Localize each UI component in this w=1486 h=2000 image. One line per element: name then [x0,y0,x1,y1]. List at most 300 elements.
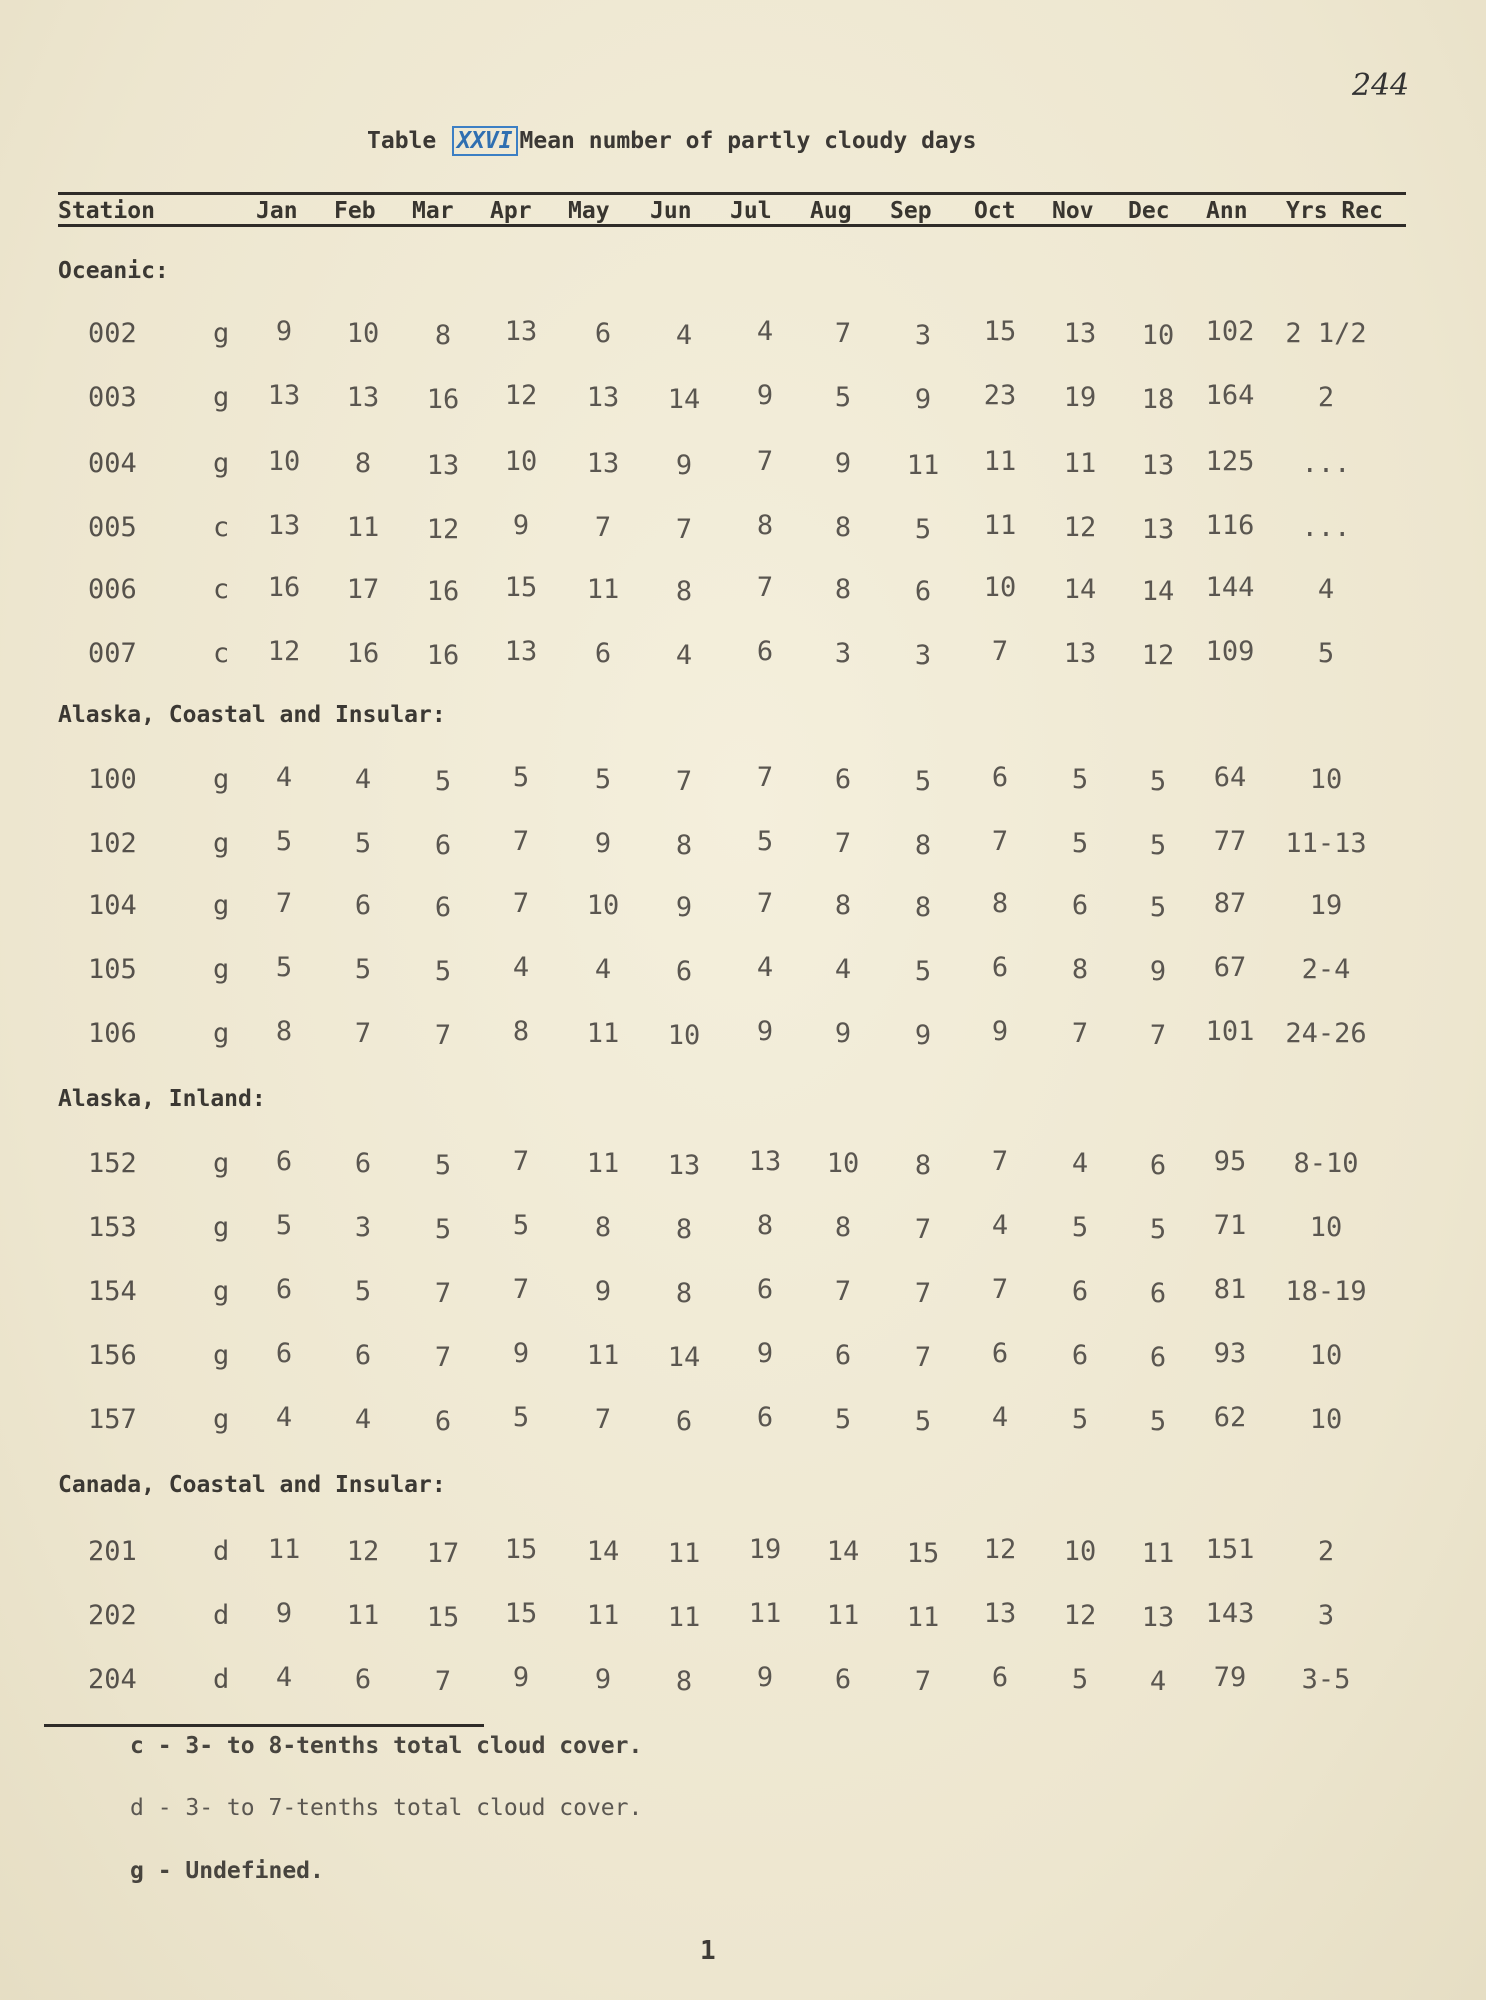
section-label: Alaska, Coastal and Insular: [58,702,446,728]
month-value: 10 [1141,320,1175,351]
month-value: 5 [1071,1212,1089,1243]
station-id: 106 [88,1018,137,1049]
years-of-record: ... [1301,448,1351,479]
month-value: 23 [983,380,1017,411]
month-value: 6 [434,830,452,861]
month-value: 4 [675,640,693,671]
section-label: Oceanic: [58,258,169,284]
month-value: 6 [354,1340,372,1371]
column-header-mar: Mar [412,198,454,224]
month-value: 9 [991,1016,1009,1047]
years-of-record: 19 [1309,890,1343,921]
years-of-record: 10 [1309,764,1343,795]
month-value: 10 [826,1148,860,1179]
station-id: 100 [88,764,137,795]
month-value: 8 [834,512,852,543]
column-header-jul: Jul [730,198,772,224]
month-value: 3 [834,638,852,669]
month-value: 14 [586,1536,620,1567]
month-value: 10 [267,446,301,477]
month-value: 5 [834,1404,852,1435]
header-bottom-rule [58,224,1406,227]
annual-value: 95 [1213,1146,1247,1177]
month-value: 16 [426,576,460,607]
table-title [367,128,976,154]
month-value: 10 [504,446,538,477]
month-value: 13 [1141,1602,1175,1633]
station-id: 102 [88,828,137,859]
month-value: 7 [991,826,1009,857]
month-value: 9 [275,316,293,347]
month-value: 8 [434,320,452,351]
station-id: 005 [88,512,137,543]
month-value: 5 [914,1406,932,1437]
month-value: 5 [434,956,452,987]
month-value: 7 [512,888,530,919]
month-value: 15 [504,1534,538,1565]
handwritten-page-number: 244 [1352,68,1410,103]
month-value: 15 [983,316,1017,347]
month-value: 12 [346,1536,380,1567]
month-value: 5 [275,952,293,983]
cloud-code: g [213,954,230,985]
month-value: 6 [354,1148,372,1179]
month-value: 7 [756,762,774,793]
month-value: 10 [586,890,620,921]
years-of-record: 18-19 [1285,1276,1367,1307]
month-value: 8 [914,892,932,923]
month-value: 9 [1149,956,1167,987]
annual-value: 79 [1213,1662,1247,1693]
month-value: 7 [914,1342,932,1373]
annual-value: 62 [1213,1402,1247,1433]
month-value: 9 [756,1016,774,1047]
month-value: 5 [1071,828,1089,859]
month-value: 5 [434,1214,452,1245]
month-value: 6 [1071,890,1089,921]
month-value: 5 [354,1276,372,1307]
month-value: 10 [983,572,1017,603]
month-value: 9 [594,1276,612,1307]
footnote-rule [44,1724,484,1727]
years-of-record: 24-26 [1285,1018,1367,1049]
month-value: 4 [991,1210,1009,1241]
month-value: 11 [983,446,1017,477]
month-value: 7 [914,1666,932,1697]
years-of-record: 3 [1317,1600,1335,1631]
month-value: 12 [504,380,538,411]
month-value: 13 [586,448,620,479]
month-value: 6 [275,1274,293,1305]
month-value: 9 [275,1598,293,1629]
month-value: 5 [354,954,372,985]
month-value: 8 [675,1666,693,1697]
month-value: 11 [906,450,940,481]
station-id: 154 [88,1276,137,1307]
station-id: 156 [88,1340,137,1371]
station-id: 157 [88,1404,137,1435]
month-value: 6 [275,1146,293,1177]
table-roman-numeral: XXVI [452,126,517,156]
footnote-g: g - Undefined. [130,1858,324,1884]
annual-value: 93 [1213,1338,1247,1369]
month-value: 13 [586,382,620,413]
month-value: 6 [991,952,1009,983]
month-value: 4 [275,1662,293,1693]
month-value: 6 [991,762,1009,793]
month-value: 6 [675,1406,693,1437]
month-value: 6 [594,318,612,349]
years-of-record: 2-4 [1301,954,1351,985]
month-value: 11 [586,1148,620,1179]
month-value: 5 [914,514,932,545]
month-value: 5 [1149,1214,1167,1245]
month-value: 4 [354,764,372,795]
month-value: 5 [275,826,293,857]
month-value: 5 [1149,830,1167,861]
month-value: 15 [906,1538,940,1569]
month-value: 19 [1063,382,1097,413]
month-value: 11 [586,1600,620,1631]
month-value: 11 [667,1538,701,1569]
month-value: 9 [594,1664,612,1695]
month-value: 7 [434,1666,452,1697]
month-value: 4 [354,1404,372,1435]
cloud-code: d [213,1664,230,1695]
month-value: 8 [756,1210,774,1241]
month-value: 7 [834,318,852,349]
month-value: 5 [594,764,612,795]
month-value: 14 [667,1342,701,1373]
month-value: 13 [267,510,301,541]
month-value: 13 [267,380,301,411]
month-value: 3 [914,640,932,671]
month-value: 6 [594,638,612,669]
years-of-record: 3-5 [1301,1664,1351,1695]
month-value: 12 [426,514,460,545]
month-value: 8 [834,1212,852,1243]
month-value: 11 [1063,448,1097,479]
month-value: 7 [434,1278,452,1309]
month-value: 6 [354,890,372,921]
years-of-record: 2 [1317,382,1335,413]
month-value: 15 [426,1602,460,1633]
month-value: 5 [1149,1406,1167,1437]
annual-value: 116 [1205,510,1255,541]
annual-value: 144 [1205,572,1255,603]
month-value: 11 [586,1340,620,1371]
month-value: 9 [512,510,530,541]
month-value: 5 [354,828,372,859]
annual-value: 102 [1205,316,1255,347]
month-value: 4 [275,1402,293,1433]
month-value: 12 [1063,512,1097,543]
month-value: 7 [434,1342,452,1373]
month-value: 14 [1063,574,1097,605]
column-header-ann: Ann [1206,198,1248,224]
annual-value: 143 [1205,1598,1255,1629]
table-title-text: Mean number of partly cloudy days [519,128,977,154]
cloud-code: g [213,764,230,795]
month-value: 4 [834,954,852,985]
years-of-record: 10 [1309,1340,1343,1371]
month-value: 6 [434,1406,452,1437]
month-value: 6 [834,1664,852,1695]
month-value: 15 [504,572,538,603]
month-value: 7 [991,636,1009,667]
month-value: 9 [914,384,932,415]
month-value: 16 [426,384,460,415]
month-value: 9 [756,1338,774,1369]
month-value: 4 [756,316,774,347]
month-value: 13 [1141,450,1175,481]
month-value: 9 [675,892,693,923]
month-value: 16 [346,638,380,669]
cloud-code: c [213,512,230,543]
month-value: 9 [512,1338,530,1369]
month-value: 16 [267,572,301,603]
header-top-rule [58,192,1406,195]
month-value: 5 [914,956,932,987]
month-value: 5 [756,826,774,857]
month-value: 12 [1063,1600,1097,1631]
station-id: 152 [88,1148,137,1179]
annual-value: 71 [1213,1210,1247,1241]
month-value: 13 [1063,318,1097,349]
cloud-code: g [213,318,230,349]
station-id: 201 [88,1536,137,1567]
month-value: 8 [914,1150,932,1181]
month-value: 6 [1149,1278,1167,1309]
footnote-d: d - 3- to 7-tenths total cloud cover. [130,1795,643,1821]
month-value: 8 [512,1016,530,1047]
section-label: Alaska, Inland: [58,1086,266,1112]
annual-value: 125 [1205,446,1255,477]
month-value: 11 [667,1602,701,1633]
month-value: 4 [1071,1148,1089,1179]
month-value: 9 [756,380,774,411]
month-value: 11 [267,1534,301,1565]
month-value: 5 [434,766,452,797]
years-of-record: 2 1/2 [1285,318,1367,349]
annual-value: 77 [1213,826,1247,857]
cloud-code: g [213,1276,230,1307]
month-value: 6 [834,764,852,795]
cloud-code: g [213,1148,230,1179]
cloud-code: g [213,1340,230,1371]
month-value: 8 [675,576,693,607]
month-value: 8 [675,830,693,861]
footnote-c: c - 3- to 8-tenths total cloud cover. [130,1733,643,1759]
month-value: 7 [434,1020,452,1051]
month-value: 5 [834,382,852,413]
month-value: 8 [594,1212,612,1243]
column-header-apr: Apr [490,198,532,224]
month-value: 6 [1149,1150,1167,1181]
page-number: 1 [700,1936,716,1966]
month-value: 7 [594,1404,612,1435]
month-value: 6 [991,1662,1009,1693]
cloud-code: c [213,638,230,669]
month-value: 8 [834,890,852,921]
month-value: 6 [756,636,774,667]
years-of-record: 4 [1317,574,1335,605]
month-value: 16 [426,640,460,671]
annual-value: 101 [1205,1016,1255,1047]
month-value: 7 [594,512,612,543]
month-value: 6 [914,576,932,607]
month-value: 7 [756,888,774,919]
month-value: 5 [434,1150,452,1181]
month-value: 7 [1071,1018,1089,1049]
month-value: 8 [991,888,1009,919]
month-value: 3 [354,1212,372,1243]
station-id: 204 [88,1664,137,1695]
month-value: 9 [756,1662,774,1693]
month-value: 5 [1149,766,1167,797]
month-value: 8 [354,448,372,479]
month-value: 4 [991,1402,1009,1433]
station-id: 202 [88,1600,137,1631]
annual-value: 109 [1205,636,1255,667]
month-value: 6 [1149,1342,1167,1373]
month-value: 7 [756,446,774,477]
month-value: 13 [983,1598,1017,1629]
month-value: 5 [914,766,932,797]
column-header-aug: Aug [810,198,852,224]
years-of-record: 10 [1309,1404,1343,1435]
month-value: 7 [834,1276,852,1307]
column-header-jan: Jan [256,198,298,224]
station-id: 105 [88,954,137,985]
month-value: 11 [586,1018,620,1049]
column-header-dec: Dec [1128,198,1170,224]
station-id: 004 [88,448,137,479]
cloud-code: g [213,1212,230,1243]
month-value: 5 [512,1210,530,1241]
column-header-feb: Feb [334,198,376,224]
month-value: 5 [512,762,530,793]
month-value: 10 [1063,1536,1097,1567]
month-value: 5 [1071,1404,1089,1435]
column-header-oct: Oct [974,198,1016,224]
month-value: 7 [275,888,293,919]
years-of-record: 11-13 [1285,828,1367,859]
month-value: 10 [667,1020,701,1051]
cloud-code: g [213,890,230,921]
month-value: 11 [346,1600,380,1631]
cloud-code: g [213,448,230,479]
month-value: 13 [748,1146,782,1177]
station-id: 007 [88,638,137,669]
years-of-record: 2 [1317,1536,1335,1567]
month-value: 8 [675,1214,693,1245]
years-of-record: 5 [1317,638,1335,669]
annual-value: 87 [1213,888,1247,919]
month-value: 17 [426,1538,460,1569]
month-value: 4 [675,320,693,351]
month-value: 6 [756,1402,774,1433]
month-value: 6 [991,1338,1009,1369]
month-value: 4 [275,762,293,793]
month-value: 7 [991,1274,1009,1305]
month-value: 13 [346,382,380,413]
month-value: 6 [675,956,693,987]
column-header-jun: Jun [650,198,692,224]
month-value: 13 [1141,514,1175,545]
month-value: 9 [675,450,693,481]
annual-value: 81 [1213,1274,1247,1305]
month-value: 11 [346,512,380,543]
cloud-code: g [213,1018,230,1049]
column-header-sep: Sep [890,198,932,224]
month-value: 7 [512,1146,530,1177]
month-value: 9 [834,448,852,479]
month-value: 8 [834,574,852,605]
month-value: 14 [667,384,701,415]
month-value: 6 [1071,1340,1089,1371]
month-value: 4 [594,954,612,985]
years-of-record: 10 [1309,1212,1343,1243]
years-of-record: 8-10 [1293,1148,1359,1179]
month-value: 8 [275,1016,293,1047]
month-value: 8 [675,1278,693,1309]
month-value: 7 [512,1274,530,1305]
month-value: 5 [1071,1664,1089,1695]
month-value: 14 [826,1536,860,1567]
section-label: Canada, Coastal and Insular: [58,1472,446,1498]
column-header-nov: Nov [1052,198,1094,224]
month-value: 11 [748,1598,782,1629]
month-value: 4 [756,952,774,983]
month-value: 15 [504,1598,538,1629]
month-value: 17 [346,574,380,605]
month-value: 5 [512,1402,530,1433]
month-value: 13 [667,1150,701,1181]
month-value: 8 [756,510,774,541]
month-value: 7 [675,514,693,545]
month-value: 12 [1141,640,1175,671]
column-header-yrs-rec: Yrs Rec [1286,198,1383,224]
annual-value: 64 [1213,762,1247,793]
month-value: 12 [983,1534,1017,1565]
month-value: 9 [914,1020,932,1051]
month-value: 18 [1141,384,1175,415]
month-value: 10 [346,318,380,349]
table-title-prefix: Table [367,128,437,154]
month-value: 7 [914,1214,932,1245]
month-value: 7 [512,826,530,857]
month-value: 19 [748,1534,782,1565]
month-value: 3 [914,320,932,351]
month-value: 9 [834,1018,852,1049]
month-value: 11 [586,574,620,605]
station-id: 104 [88,890,137,921]
cloud-code: d [213,1536,230,1567]
month-value: 9 [512,1662,530,1693]
month-value: 7 [834,828,852,859]
cloud-code: g [213,382,230,413]
station-id: 003 [88,382,137,413]
cloud-code: g [213,1404,230,1435]
month-value: 11 [1141,1538,1175,1569]
month-value: 11 [906,1602,940,1633]
month-value: 12 [267,636,301,667]
station-id: 006 [88,574,137,605]
month-value: 11 [826,1600,860,1631]
month-value: 6 [1071,1276,1089,1307]
annual-value: 67 [1213,952,1247,983]
